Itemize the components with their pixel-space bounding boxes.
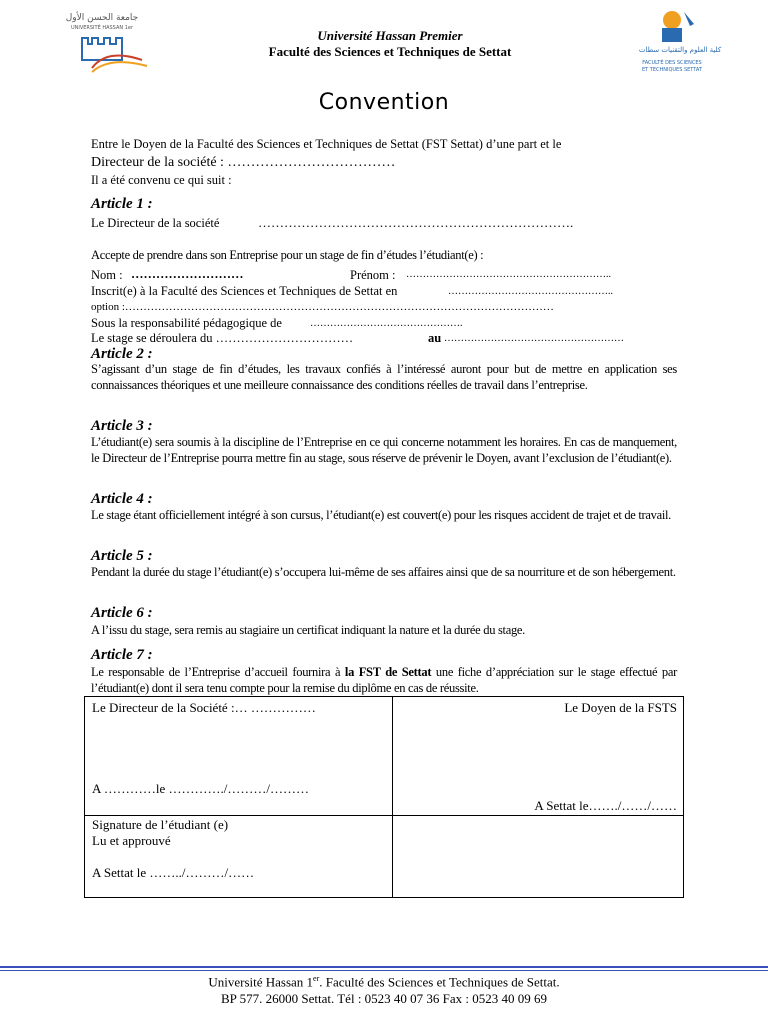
logo-left-latin: UNIVERSITÉ HASSAN 1er [70,25,134,31]
article-1-director-label: Le Directeur de la société [91,216,220,230]
logo-right-arabic: كلية العلوم والتقنيات سطات [638,46,722,54]
prenom-label: Prénom : [350,268,396,282]
logo-right-latin-1: FACULTÉ DES SCIENCES [642,60,702,66]
article-7-text-after: une fiche d’appréciation sur le stage effectué par l’étudiant(e) dont il sera tenu compte pour la remise du diplôme en cas de réussite. [91,665,677,695]
footer-univ: Université Hassan 1 [208,974,314,990]
prenom-field: …………………………………………………….. [406,269,611,280]
article-4-text: Le stage étant officiellement intégré à son cursus, l’étudiant(e) est couvert(e) pour les risques accident de trajet et de travail. [91,508,672,522]
director-signature-label: Le Directeur de la Société :… …………… [92,700,316,715]
intro-line-2: Directeur de la société : ……………………………… [91,155,396,170]
resp-field: ………………………………………. [310,318,463,329]
nom-field: ……………………… [131,267,244,281]
logo-right-latin-2: ET TECHNIQUES SETTAT [641,67,703,73]
intro-line-1: Entre le Doyen de la Faculté des Sciences et Techniques de Settat (FST Settat) d’une part et le [91,137,562,151]
dean-signature-label: Le Doyen de la FSTS [564,700,677,715]
article-3-text: L’étudiant(e) sera soumis à la discipline de l’Entreprise en ce qui concerne notamment les horaires. En cas de manquement, le Directeur de l’Entreprise pourra mettre fin au stage, sous réserve de prévenir le Doyen, avant l’exclusion de l’étudiant(e). [91,435,677,465]
article-1-director-dots: ………………………………………………………………. [258,215,574,230]
nom-label: Nom : [91,268,123,282]
student-approved: Lu et approuvé [92,833,171,848]
article-7-heading: Article 7 : [91,647,153,663]
article-1-accept: Accepte de prendre dans son Entreprise pour un stage de fin d’études l’étudiant(e) : [91,248,484,262]
footer-contact: BP 577. 26000 Settat. Tél : 0523 40 07 36 Fax : 0523 40 09 69 [220,991,548,1006]
article-7-text [91,664,677,696]
article-7-fst: la FST de Settat [344,665,432,679]
footer-rule-thick [0,966,768,968]
inscrit-field: ………………………………………….. [448,286,613,297]
student-signature-label: Signature de l’étudiant (e) [92,817,229,832]
article-5-heading: Article 5 : [91,548,153,564]
table-divider-vertical [392,697,393,897]
faculty-name: Faculté des Sciences et Techniques de Settat [268,44,512,59]
footer-rule-thin [0,970,768,971]
logo-left-arabic: جامعة الحسن الأول [65,13,139,23]
article-5-text: Pendant la durée du stage l’étudiant(e) s’occupera lui-même de ses affaires ainsi que de sa nourriture et de son hébergement. [91,565,676,579]
inscrit-label: Inscrit(e) à la Faculté des Sciences et Techniques de Settat en [91,284,398,298]
stage-dates-label: Le stage se déroulera du …………………………… [91,331,354,345]
footer-line-1 [0,974,768,990]
article-2-heading: Article 2 : [91,346,153,362]
article-3-heading: Article 3 : [91,418,153,434]
article-6-heading: Article 6 : [91,605,153,621]
resp-label: Sous la responsabilité pédagogique de [91,316,282,330]
footer-sup: er [313,974,320,983]
option-field: option :……………………………………………………………………………………………………… [91,301,554,313]
article-6-text: A l’issu du stage, sera remis au stagiaire un certificat indiquant la nature et la durée du stage. [91,623,525,637]
footer-faculty: . Faculté des Sciences et Techniques de Settat. [319,974,560,990]
document-title: Convention [318,90,450,115]
dean-date: A Settat le……./……/…… [534,798,677,813]
director-date: A …………le …………./………/……… [92,781,310,796]
university-logo [52,8,152,78]
article-4-heading: Article 4 : [91,491,153,507]
stage-au-field: ……………………………………………… [444,333,624,344]
university-name: Université Hassan Premier [317,28,463,43]
student-date: A Settat le ……../………/…… [92,865,255,880]
faculty-logo [632,6,722,80]
article-2-text: S’agissant d’un stage de fin d’études, les travaux confiés à l’intéressé auront pour but de mettre en application ses connaissances théoriques et une meilleure connaissance des conditions réelles de travail dans l’entreprise. [91,362,677,392]
stage-au: au [428,331,442,345]
intro-line-3: Il a été convenu ce qui suit : [91,173,232,187]
article-1-heading: Article 1 : [91,196,153,212]
article-7-text-before: Le responsable de l’Entreprise d’accueil fournira à [91,665,345,679]
signature-table [84,696,684,898]
